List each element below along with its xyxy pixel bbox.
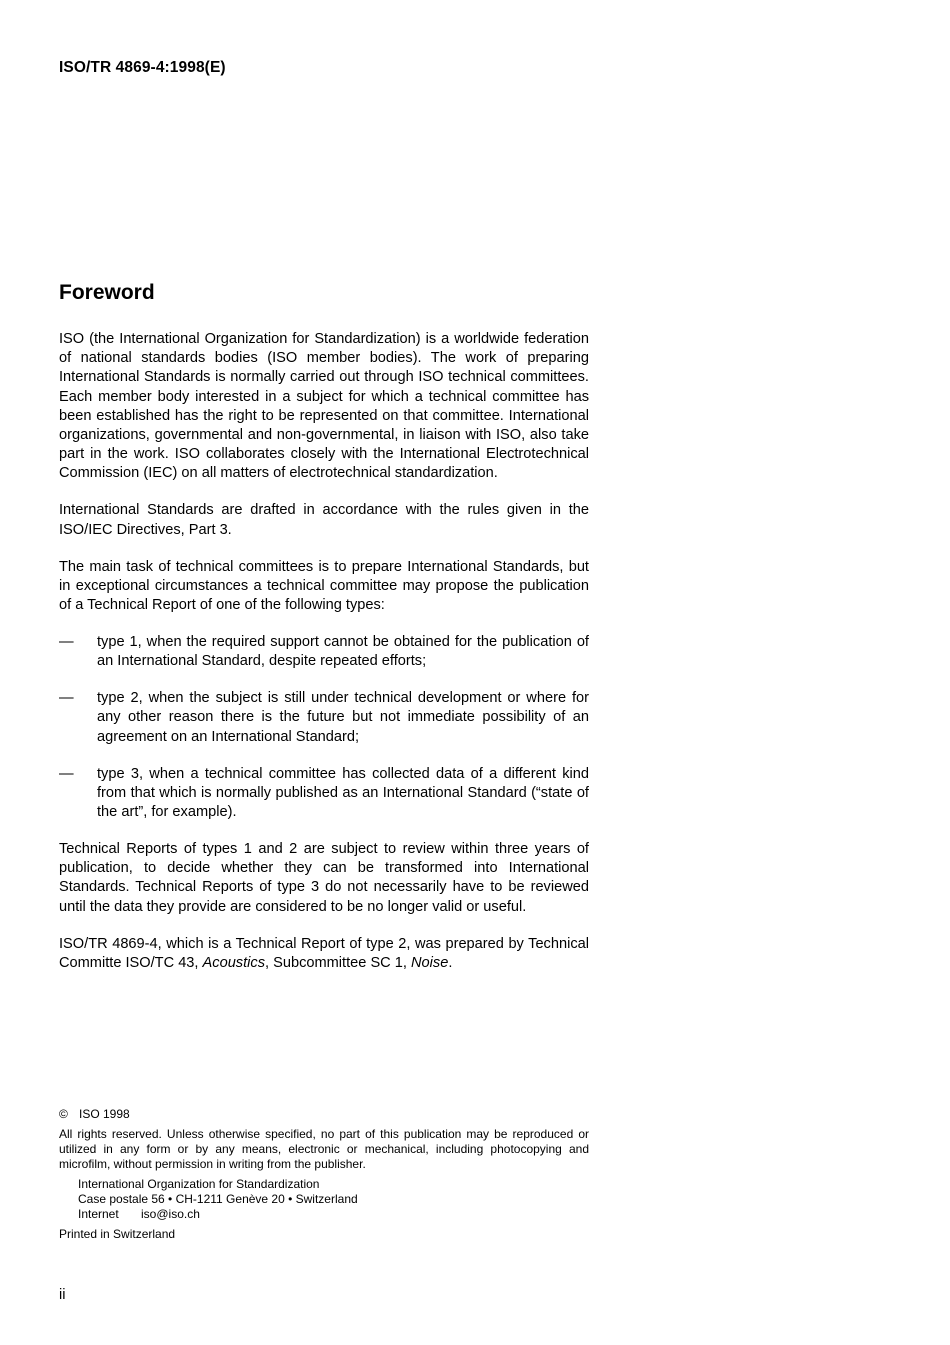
org-name: International Organization for Standardization — [78, 1177, 320, 1191]
paragraph: International Standards are drafted in accordance with the rules given in the ISO/IEC Directives, Part 3. — [59, 502, 589, 538]
document-id: ISO/TR 4869-4:1998(E) — [59, 59, 226, 76]
printed-in: Printed in Switzerland — [59, 1227, 176, 1241]
list-item — [59, 633, 589, 671]
paragraph-preparation — [59, 935, 589, 973]
list-item — [59, 689, 589, 747]
copyright-icon: © — [59, 1107, 68, 1121]
internet-label: Internet — [78, 1207, 119, 1221]
text-run: . — [448, 954, 453, 971]
text-run: , Subcommittee SC 1, — [265, 954, 411, 971]
dash-bullet: — — [59, 690, 74, 707]
internet-line — [78, 1207, 589, 1222]
paragraph: The main task of technical committees is to prepare International Standards, but in exceptional circumstances a technical committee may propose the publication of a Technical Report of one of the following types: — [59, 558, 589, 614]
foreword-body — [59, 330, 589, 991]
email-address: iso@iso.ch — [141, 1207, 200, 1221]
paragraph: ISO (the International Organization for Standardization) is a worldwide federation of national standards bodies (ISO member bodies). The work of preparing International Standards is normally carried out through ISO technical committees. Each member body interested in a subject for which a technical committee has been established has the right to be represented on that committee. International organizations, governmental and non-governmental, in liaison with ISO, also take part in the work. ISO collaborates closely with the International Electrotechnical Commission (IEC) on all matters of electrotechnical standardization. — [59, 331, 589, 482]
list-item-text: type 2, when the subject is still under technical development or where for any other reason there is the future but not immediate possibility of an agreement on an International Standard; — [97, 690, 589, 745]
postal-address: Case postale 56 • CH-1211 Genève 20 • Switzerland — [78, 1192, 358, 1206]
list-item-text: type 1, when the required support cannot be obtained for the publication of an International Standard, despite repeated efforts; — [97, 634, 589, 670]
copyright-block — [59, 1107, 589, 1242]
dash-bullet: — — [59, 634, 74, 651]
committee-name: Acoustics — [202, 954, 265, 971]
publisher-address — [59, 1177, 589, 1222]
copyright-year: ISO 1998 — [79, 1107, 130, 1121]
section-title: Foreword — [59, 281, 155, 304]
subcommittee-name: Noise — [411, 954, 449, 971]
copyright-line — [59, 1107, 589, 1122]
paragraph: Technical Reports of types 1 and 2 are subject to review within three years of publication, to decide whether they can be transformed into International Standards. Technical Reports of type 3 do not necessarily have to be reviewed until the data they provide are considered to be no longer valid or useful. — [59, 841, 589, 915]
page-number: ii — [59, 1287, 66, 1303]
rights-statement: All rights reserved. Unless otherwise specified, no part of this publication may be reproduced or utilized in any form or by any means, electronic or mechanical, including photocopying and microfilm, without permission in writing from the publisher. — [59, 1127, 589, 1171]
list-item — [59, 765, 589, 823]
text-run: ISO/TR 4869-4, which is a Technical Report of type 2, was prepared by Technical Committe ISO/TC 43, — [59, 935, 589, 971]
list-item-text: type 3, when a technical committee has collected data of a different kind from that which is normally published as an International Standard (“state of the art”, for example). — [97, 765, 589, 821]
dash-bullet: — — [59, 765, 74, 782]
